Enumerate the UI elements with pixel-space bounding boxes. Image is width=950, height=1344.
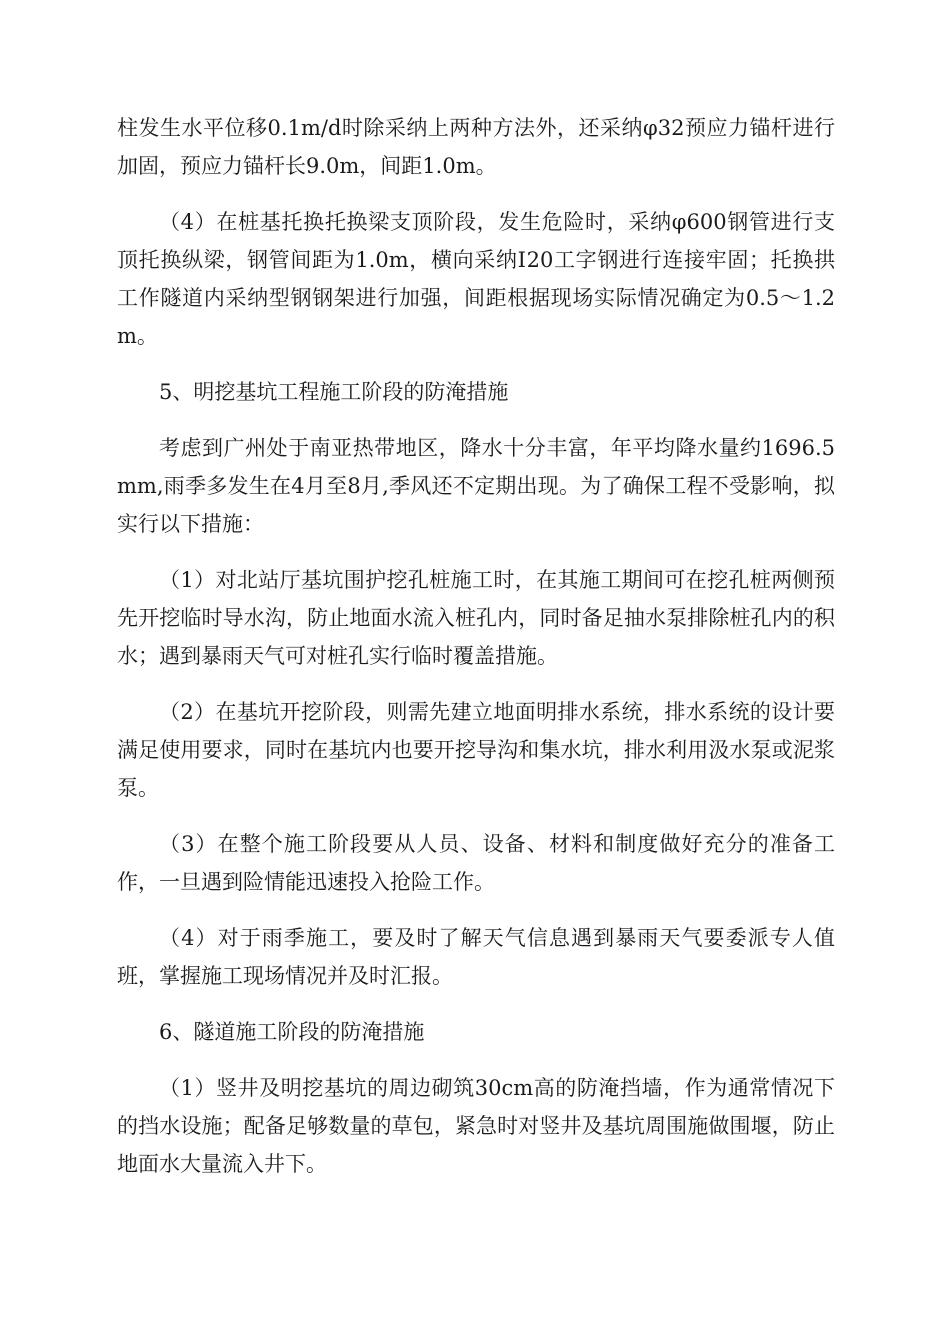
document-body: [117, 109, 835, 1183]
paragraph-rainfall-intro: 考虑到广州处于南亚热带地区，降水十分丰富，年平均降水量约1696.5mm,雨季多发生在4月至8月,季风还不定期出现。为了确保工程不受影响，拟实行以下措施：: [117, 436, 835, 536]
paragraph-item-3-preparation: （3）在整个施工阶段要从人员、设备、材料和制度做好充分的准备工作，一旦遇到险情能迅速投入抢险工作。: [117, 832, 835, 894]
paragraph-item-4-underpinning: （4）在桩基托换托换梁支顶阶段，发生危险时，采纳φ600钢管进行支顶托换纵梁，钢管间距为1.0m，横向采纳Ⅰ20工字钢进行连接牢固；托换拱工作隧道内采纳型钢钢架进行加强，间距根据现场实际情况确定为0.5～1.2m。: [117, 210, 835, 348]
paragraph-item-4-rainy-season: （4）对于雨季施工，要及时了解天气信息遇到暴雨天气要委派专人值班，掌握施工现场情况并及时汇报。: [117, 926, 835, 988]
section-heading-5: 5、明挖基坑工程施工阶段的防淹措施: [159, 380, 509, 404]
paragraph-item-1-shaft: （1）竖井及明挖基坑的周边砌筑30cm高的防淹挡墙，作为通常情况下的挡水设施；配备足够数量的草包，紧急时对竖井及基坑周围施做围堰，防止地面水大量流入井下。: [117, 1076, 835, 1176]
paragraph-continuation: 柱发生水平位移0.1m/d时除采纳上两种方法外，还采纳φ32预应力锚杆进行加固，预应力锚杆长9.0m，间距1.0m。: [117, 116, 835, 178]
paragraph-item-1-pile: （1）对北站厅基坑围护挖孔桩施工时，在其施工期间可在挖孔桩两侧预先开挖临时导水沟，防止地面水流入桩孔内，同时备足抽水泵排除桩孔内的积水；遇到暴雨天气可对桩孔实行临时覆盖措施。: [117, 568, 835, 668]
section-heading-6: 6、隧道施工阶段的防淹措施: [159, 1020, 425, 1044]
paragraph-item-2-drainage: （2）在基坑开挖阶段，则需先建立地面明排水系统，排水系统的设计要满足使用要求，同时在基坑内也要开挖导沟和集水坑，排水利用汲水泵或泥浆泵。: [117, 700, 835, 800]
